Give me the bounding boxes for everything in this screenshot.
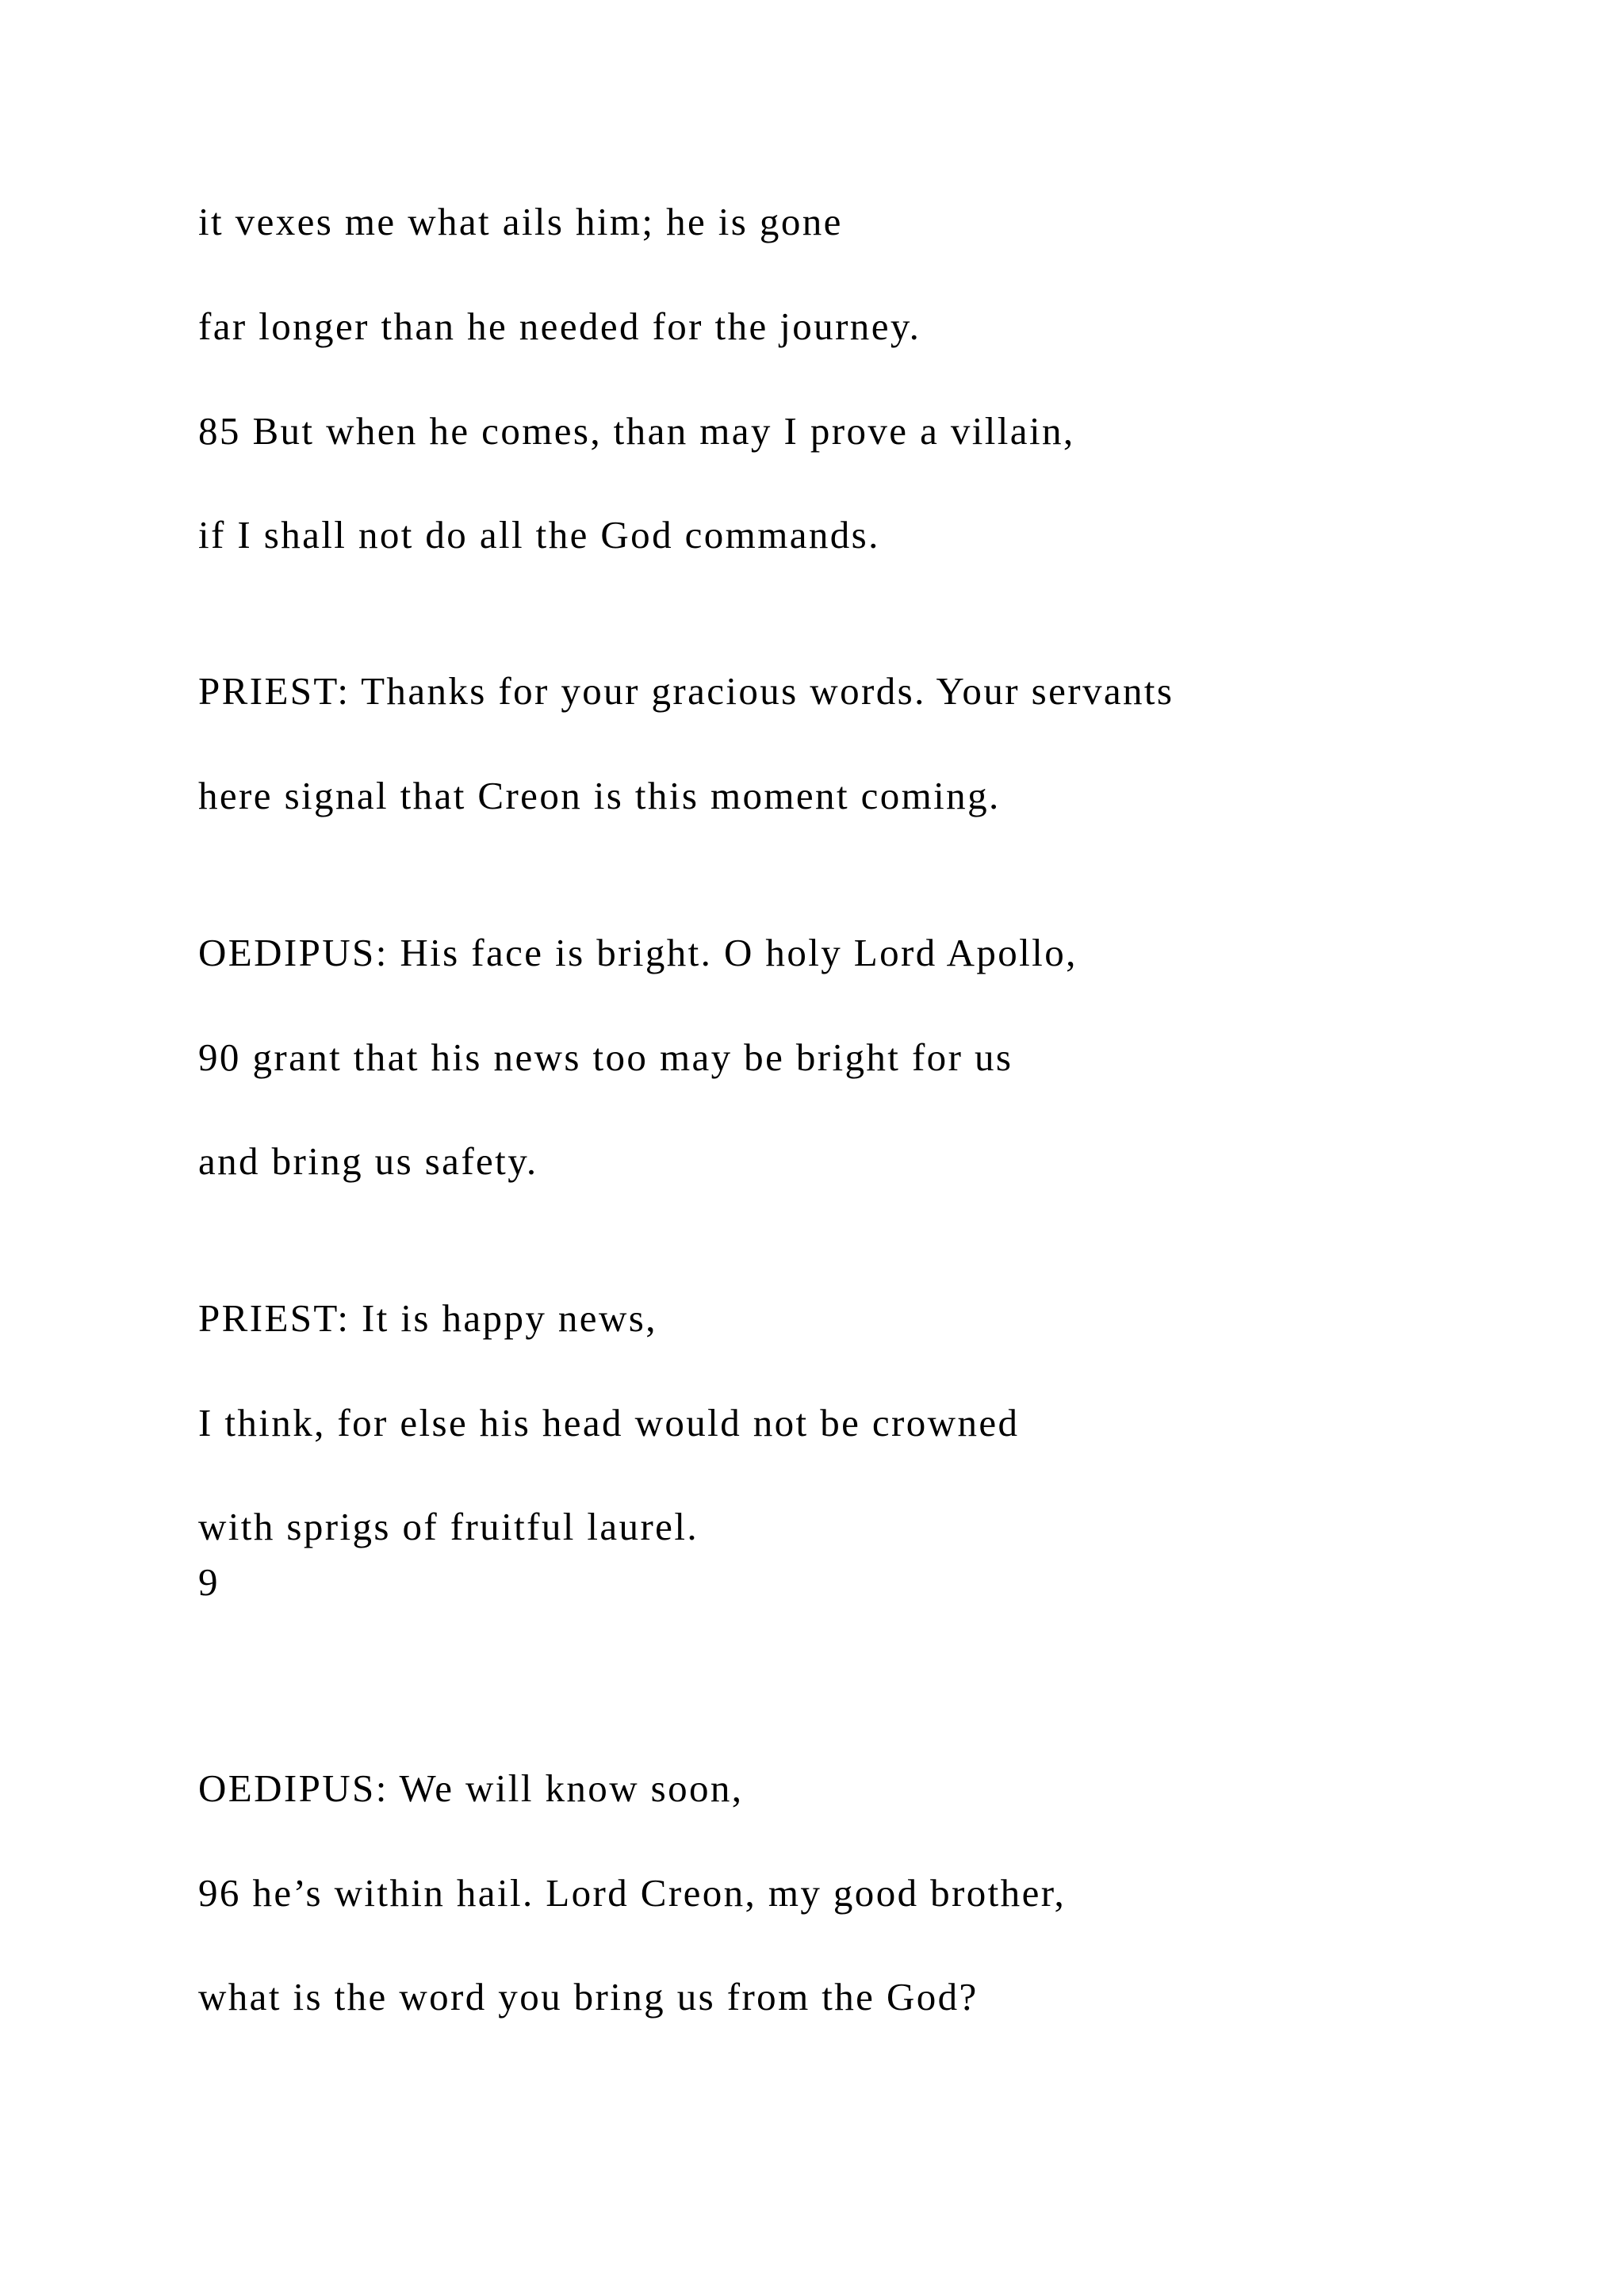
text-line: and bring us safety. [198,1139,538,1183]
text-line: if I shall not do all the God commands. [198,513,880,557]
text-line: PRIEST: It is happy news, [198,1296,657,1340]
text-line: it vexes me what ails him; he is gone [198,200,843,243]
text-line: with sprigs of fruitful laurel. [198,1505,699,1548]
text-line: here signal that Creon is this moment coming. [198,774,1001,817]
text-line: I think, for else his head would not be crowned [198,1401,1020,1445]
text-line: 96 he’s within hail. Lord Creon, my good brother, [198,1871,1067,1915]
text-line: 90 grant that his news too may be bright for us [198,1035,1013,1079]
text-line: what is the word you bring us from the God? [198,1975,979,2019]
text-line: OEDIPUS: We will know soon, [198,1766,744,1810]
text-line: 85 But when he comes, than may I prove a villain, [198,409,1075,453]
text-line: far longer than he needed for the journey. [198,304,921,348]
text-line: PRIEST: Thanks for your gracious words. Your servants [198,669,1174,713]
text-line: OEDIPUS: His face is bright. O holy Lord Apollo, [198,931,1078,974]
page-number: 9 [198,1560,218,1604]
